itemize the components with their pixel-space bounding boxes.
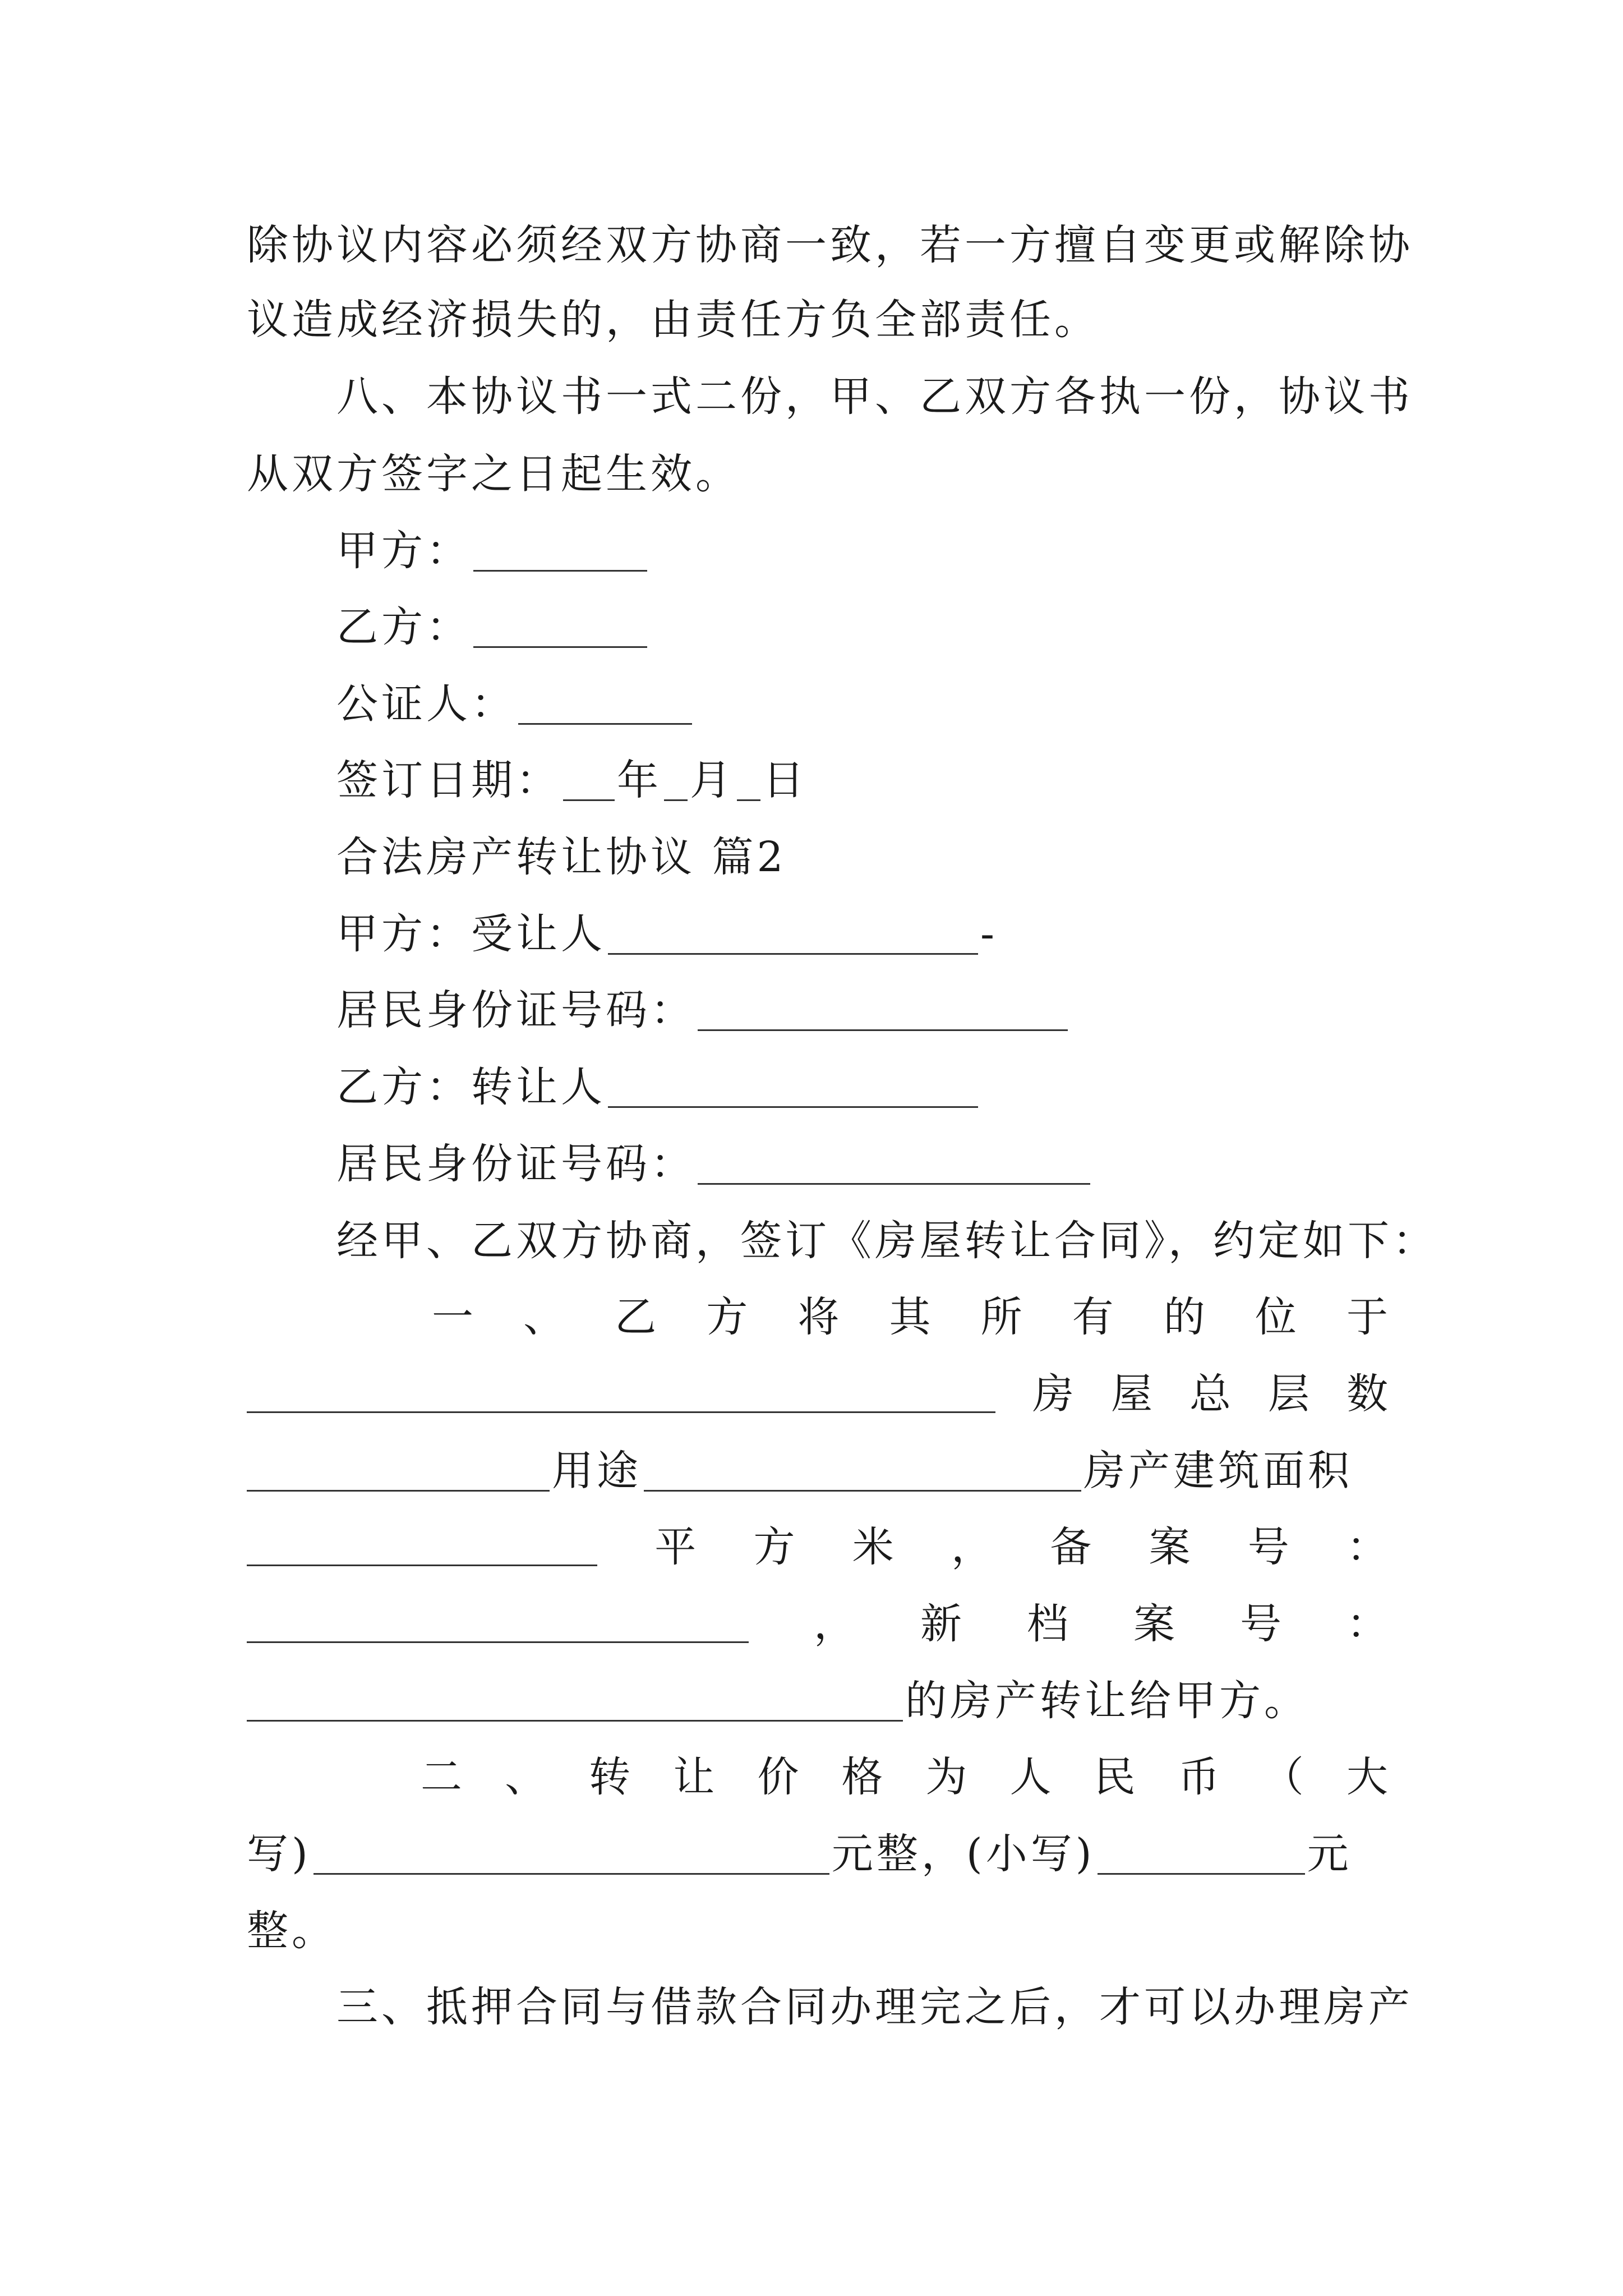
clause-char: 人 bbox=[1009, 1753, 1052, 1801]
clause-char: ， bbox=[814, 1600, 855, 1648]
lowercase-amount-label: 元整，(小写) bbox=[831, 1830, 1095, 1878]
clause-char: 米 bbox=[852, 1523, 894, 1571]
clause-char: 大 bbox=[1346, 1753, 1388, 1801]
clause-1-end: 的房产转让给甲方。 bbox=[905, 1677, 1309, 1725]
clause-2-line bbox=[247, 1823, 1388, 1885]
id-number-label: 居民身份证号码： bbox=[336, 1140, 695, 1188]
party-b-transferor bbox=[336, 1056, 1388, 1118]
uppercase-amount-label: 写) bbox=[247, 1830, 311, 1878]
party-b-id-number bbox=[336, 1133, 1388, 1195]
clause-char: 一 bbox=[432, 1293, 473, 1341]
day-blank[interactable] bbox=[737, 760, 760, 801]
clause-1-line bbox=[247, 1440, 1388, 1502]
clause-char: 、 bbox=[505, 1753, 547, 1801]
clause-8-line: 八、本协议书一式二份，甲、乙双方各执一份，协议书 bbox=[336, 372, 1413, 421]
party-b-transferor-label: 乙方：转让人 bbox=[336, 1063, 606, 1111]
location-blank[interactable] bbox=[247, 1372, 995, 1413]
trailing-dash: - bbox=[980, 910, 998, 958]
clause-char: 备 bbox=[1050, 1523, 1092, 1571]
clause-char: 民 bbox=[1094, 1753, 1136, 1801]
clause-char: 乙 bbox=[615, 1293, 657, 1341]
clause-char: 号 bbox=[1240, 1600, 1281, 1648]
clause-char: （ bbox=[1262, 1753, 1304, 1801]
paragraph-line: 议造成经济损失的，由责任方负全部责任。 bbox=[247, 296, 1099, 344]
clause-char: 屋 bbox=[1111, 1370, 1152, 1418]
clause-char: 新 bbox=[920, 1600, 962, 1648]
transferee-name-blank[interactable] bbox=[608, 914, 978, 955]
clause-1-line bbox=[247, 1363, 1388, 1425]
purpose-label: 用途 bbox=[552, 1447, 642, 1495]
clause-char: 于 bbox=[1346, 1293, 1388, 1341]
day-label: 日 bbox=[763, 756, 808, 804]
currency-unit: 元 bbox=[1307, 1830, 1352, 1878]
lowercase-amount-blank[interactable] bbox=[1098, 1834, 1305, 1875]
year-blank[interactable] bbox=[563, 760, 615, 801]
signature-notary bbox=[336, 673, 1388, 735]
clause-char: 价 bbox=[757, 1753, 799, 1801]
signing-date bbox=[336, 749, 1388, 811]
party-b-signature-blank[interactable] bbox=[473, 607, 647, 648]
clause-char: 数 bbox=[1347, 1370, 1388, 1418]
party-a-transferee-label: 甲方：受让人 bbox=[336, 910, 606, 958]
party-a-signature-blank[interactable] bbox=[473, 531, 647, 572]
clause-char: 档 bbox=[1027, 1600, 1068, 1648]
year-label: 年 bbox=[617, 756, 662, 804]
party-a-id-number bbox=[336, 979, 1388, 1041]
clause-char: 为 bbox=[925, 1753, 967, 1801]
clause-char: 案 bbox=[1133, 1600, 1175, 1648]
clause-1-line bbox=[247, 1516, 1388, 1578]
clause-char: 方 bbox=[753, 1523, 795, 1571]
month-blank[interactable] bbox=[664, 760, 688, 801]
purpose-blank[interactable] bbox=[644, 1451, 1081, 1492]
clause-1-line bbox=[432, 1286, 1388, 1348]
clause-char: 让 bbox=[673, 1753, 715, 1801]
clause-3-line: 三、抵押合同与借款合同办理完之后，才可以办理房产 bbox=[336, 1983, 1413, 2031]
clause-char: ， bbox=[951, 1523, 993, 1571]
clause-char: 平 bbox=[654, 1523, 697, 1571]
id-number-blank[interactable] bbox=[698, 1144, 1090, 1185]
filing-number-blank[interactable] bbox=[247, 1602, 749, 1643]
notary-label: 公证人： bbox=[336, 680, 516, 728]
paragraph-line: 除协议内容必须经双方协商一致，若一方擅自变更或解除协 bbox=[247, 221, 1413, 269]
clause-8-line: 从双方签字之日起生效。 bbox=[247, 450, 740, 498]
agreement-intro: 经甲、乙双方协商，签订《房屋转让合同》，约定如下： bbox=[336, 1217, 1437, 1265]
party-b-label: 乙方： bbox=[336, 603, 471, 651]
clause-char: ： bbox=[1347, 1600, 1388, 1648]
clause-char: 层 bbox=[1268, 1370, 1310, 1418]
clause-char: 二 bbox=[421, 1753, 462, 1801]
clause-2-line: 整。 bbox=[247, 1907, 336, 1955]
uppercase-amount-blank[interactable] bbox=[313, 1834, 829, 1875]
floor-area-label: 房产建筑面积 bbox=[1083, 1447, 1353, 1495]
clause-char: 、 bbox=[523, 1293, 565, 1341]
clause-char: 币 bbox=[1178, 1753, 1220, 1801]
party-a-label: 甲方： bbox=[336, 527, 471, 575]
clause-char: 有 bbox=[1072, 1293, 1114, 1341]
clause-char: 位 bbox=[1255, 1293, 1297, 1341]
signature-party-a bbox=[336, 520, 1388, 582]
clause-char: 将 bbox=[797, 1293, 840, 1341]
clause-char: 总 bbox=[1189, 1370, 1231, 1418]
total-floors-blank[interactable] bbox=[247, 1451, 550, 1492]
signature-party-b bbox=[336, 596, 1388, 658]
signing-date-label: 签订日期： bbox=[336, 756, 561, 804]
clause-char: 房 bbox=[1032, 1370, 1074, 1418]
month-label: 月 bbox=[690, 756, 735, 804]
clause-char: 的 bbox=[1163, 1293, 1205, 1341]
new-archive-number-blank[interactable] bbox=[247, 1681, 903, 1722]
notary-signature-blank[interactable] bbox=[518, 684, 692, 725]
id-number-label: 居民身份证号码： bbox=[336, 986, 695, 1034]
clause-char: 格 bbox=[841, 1753, 883, 1801]
clause-char: 号 bbox=[1247, 1523, 1289, 1571]
party-a-transferee bbox=[336, 903, 1388, 965]
clause-char: 所 bbox=[980, 1293, 1022, 1341]
clause-1-line bbox=[247, 1593, 1388, 1655]
clause-char: ： bbox=[1347, 1523, 1388, 1571]
clause-char: 案 bbox=[1149, 1523, 1191, 1571]
clause-char: 其 bbox=[889, 1293, 931, 1341]
transferor-name-blank[interactable] bbox=[608, 1067, 978, 1108]
clause-char: 方 bbox=[706, 1293, 748, 1341]
clause-1-line bbox=[247, 1670, 1388, 1732]
clause-2-line bbox=[421, 1746, 1388, 1808]
clause-char: 转 bbox=[589, 1753, 631, 1801]
id-number-blank[interactable] bbox=[698, 990, 1068, 1031]
floor-area-blank[interactable] bbox=[247, 1525, 597, 1566]
section-title: 合法房产转让协议 篇2 bbox=[336, 833, 787, 881]
